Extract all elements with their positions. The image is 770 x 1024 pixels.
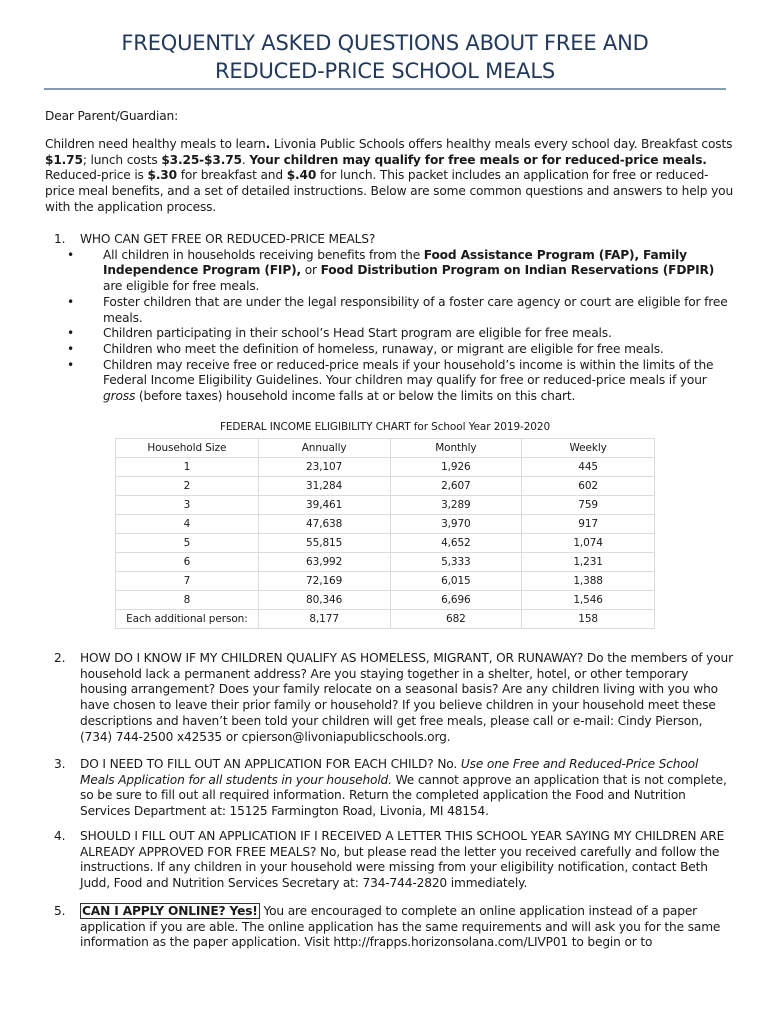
list-text: Foster children that are under the legal responsibility of a foster care agency or court are eligible for free meals. bbox=[103, 294, 728, 325]
table-cell: 6,696 bbox=[390, 591, 522, 610]
page-title bbox=[40, 29, 730, 85]
bullet-icon: • bbox=[67, 294, 75, 309]
table-cell: 4 bbox=[116, 515, 259, 534]
faq-text: We cannot approve an application that is not complete, so be sure to fill out all required information. Return the completed application the Food and Nutrition Services Department at: 15125 Farmington Road, Livonia, MI 48154. bbox=[80, 772, 727, 819]
intro-text: for breakfast and bbox=[176, 168, 287, 183]
list-item bbox=[45, 326, 735, 342]
table-cell: 1,546 bbox=[522, 591, 655, 610]
bullet-icon: • bbox=[67, 326, 75, 341]
table-cell: 8,177 bbox=[258, 610, 390, 629]
apply-online-heading: CAN I APPLY ONLINE? Yes! bbox=[82, 904, 258, 918]
intro-text: . bbox=[241, 152, 250, 167]
title-line-2: REDUCED-PRICE SCHOOL MEALS bbox=[215, 59, 555, 83]
lunch-price: $3.25-$3.75 bbox=[161, 152, 242, 167]
faq-text: DO I NEED TO FILL OUT AN APPLICATION FOR EACH CHILD? No. bbox=[80, 757, 461, 771]
table-row bbox=[116, 591, 655, 610]
list-text: or bbox=[301, 263, 321, 278]
program-names: Food Distribution Program on Indian Reservations (FDPIR) bbox=[320, 263, 715, 278]
list-text: are eligible for free meals. bbox=[103, 279, 260, 294]
breakfast-price: $1.75 bbox=[45, 152, 83, 167]
table-cell: 47,638 bbox=[258, 515, 390, 534]
faq-item-2 bbox=[45, 651, 735, 745]
table-cell: 3 bbox=[116, 496, 259, 515]
table-row bbox=[116, 515, 655, 534]
intro-paragraph bbox=[45, 137, 735, 216]
faq-answer: SHOULD I FILL OUT AN APPLICATION IF I RECEIVED A LETTER THIS SCHOOL YEAR SAYING MY CHILDREN ARE ALREADY APPROVED FOR FREE MEALS? No, but please read the letter you received carefully and follow the instructions. If any children in your household were missing from your eligibility notification, contact Beth Judd, Food and Nutrition Services Secretary at: 734-744-2820 immediately. bbox=[80, 829, 725, 891]
table-cell: 5,333 bbox=[390, 553, 522, 572]
table-cell: 3,970 bbox=[390, 515, 522, 534]
table-cell: 80,346 bbox=[258, 591, 390, 610]
table-row bbox=[116, 572, 655, 591]
table-row bbox=[116, 610, 655, 629]
table-cell: 602 bbox=[522, 477, 655, 496]
greeting: Dear Parent/Guardian: bbox=[45, 109, 179, 123]
faq-question: WHO CAN GET FREE OR REDUCED-PRICE MEALS? bbox=[80, 232, 376, 246]
table-cell: 1,388 bbox=[522, 572, 655, 591]
table-cell: 55,815 bbox=[258, 534, 390, 553]
table-cell: Each additional person: bbox=[116, 610, 259, 629]
intro-text: Livonia Public Schools offers healthy meals every school day. Breakfast costs bbox=[270, 137, 733, 151]
eligibility-chart-title: FEDERAL INCOME ELIGIBILITY CHART for School Year 2019-2020 bbox=[219, 421, 551, 433]
table-cell: 158 bbox=[522, 610, 655, 629]
faq-emphasis: Use one Free and Reduced-Price School Meals Application for all students in your household. bbox=[80, 757, 699, 787]
intro-text: . bbox=[265, 137, 271, 151]
list-text: Children participating in their school’s Head Start program are eligible for free meals. bbox=[103, 326, 612, 341]
list-text: Children may receive free or reduced-price meals if your household’s income is within the limits of the Federal Income Eligibility Guidelines. Your children may qualify for free or reduced-price meals if your bbox=[103, 357, 714, 388]
table-cell: 682 bbox=[390, 610, 522, 629]
list-item bbox=[45, 342, 735, 358]
table-row bbox=[116, 534, 655, 553]
table-cell: 2 bbox=[116, 477, 259, 496]
column-header-annually: Annually bbox=[258, 439, 390, 458]
table-cell: 23,107 bbox=[258, 458, 390, 477]
table-cell: 1,231 bbox=[522, 553, 655, 572]
bullet-icon: • bbox=[67, 341, 75, 356]
table-header-row bbox=[116, 439, 655, 458]
faq-item-4 bbox=[45, 829, 735, 892]
emphasis-gross: gross bbox=[103, 389, 136, 404]
faq-item-1 bbox=[45, 232, 735, 405]
table-row bbox=[116, 553, 655, 572]
list-item bbox=[45, 248, 735, 295]
bullet-icon: • bbox=[67, 357, 75, 372]
table-cell: 2,607 bbox=[390, 477, 522, 496]
intro-text: Children need healthy meals to learn bbox=[45, 137, 266, 151]
qualify-statement: Your children may qualify for free meals or for reduced-price meals. bbox=[249, 152, 707, 167]
table-cell: 1,926 bbox=[390, 458, 522, 477]
table-cell: 1 bbox=[116, 458, 259, 477]
faq-number: 4. bbox=[54, 829, 66, 843]
eligibility-list bbox=[45, 248, 735, 405]
table-cell: 7 bbox=[116, 572, 259, 591]
faq-number: 5. bbox=[54, 904, 66, 918]
table-cell: 759 bbox=[522, 496, 655, 515]
list-text: (before taxes) household income falls at or below the limits on this chart. bbox=[135, 389, 576, 404]
table-cell: 3,289 bbox=[390, 496, 522, 515]
faq-item-3 bbox=[45, 757, 735, 820]
faq-text: You are encouraged to complete an online application instead of a paper application if you are able. The online application has the same requirements and will ask you for the same information as the paper application. Visit http://frapps.horizonsolana.com/LIVP01 to begin or to bbox=[80, 904, 721, 950]
table-cell: 445 bbox=[522, 458, 655, 477]
list-text: Children who meet the definition of homeless, runaway, or migrant are eligible for free meals. bbox=[103, 341, 664, 356]
table-row bbox=[116, 458, 655, 477]
program-names: Food Assistance Program (FAP), Family Independence Program (FIP), bbox=[103, 247, 687, 278]
intro-text: ; lunch costs bbox=[82, 152, 162, 167]
list-item bbox=[45, 358, 735, 405]
table-cell: 63,992 bbox=[258, 553, 390, 572]
reduced-breakfast-price: $.30 bbox=[147, 168, 177, 183]
title-divider bbox=[44, 88, 726, 90]
column-header-weekly: Weekly bbox=[522, 439, 655, 458]
table-row bbox=[116, 477, 655, 496]
reduced-lunch-price: $.40 bbox=[286, 168, 317, 183]
faq-number: 2. bbox=[54, 651, 66, 665]
table-cell: 8 bbox=[116, 591, 259, 610]
title-line-1: FREQUENTLY ASKED QUESTIONS ABOUT FREE AND bbox=[121, 31, 649, 55]
faq-answer: HOW DO I KNOW IF MY CHILDREN QUALIFY AS HOMELESS, MIGRANT, OR RUNAWAY? Do the members of your household lack a permanent address? Are you staying together in a shelter, hotel, or other temporary housing arrangement? Does your family relocate on a seasonal basis? Are any children living with you who have chosen to leave their prior family or household? If you believe children in your household meet these descriptions and haven’t been told your children will get free meals, please call or e-mail: Cindy Pierson, (734) 744-2500 x42535 or cpierson@livoniapublicschools.org. bbox=[80, 651, 733, 744]
table-cell: 39,461 bbox=[258, 496, 390, 515]
intro-text: Reduced-price is bbox=[45, 168, 148, 183]
faq-number: 3. bbox=[54, 757, 66, 771]
table-cell: 72,169 bbox=[258, 572, 390, 591]
table-cell: 31,284 bbox=[258, 477, 390, 496]
list-item bbox=[45, 295, 735, 326]
bullet-icon: • bbox=[67, 247, 75, 262]
table-cell: 917 bbox=[522, 515, 655, 534]
table-cell: 6 bbox=[116, 553, 259, 572]
faq-answer bbox=[80, 757, 735, 820]
table-row bbox=[116, 496, 655, 515]
faq-answer bbox=[80, 904, 735, 951]
table-cell: 1,074 bbox=[522, 534, 655, 553]
table-cell: 4,652 bbox=[390, 534, 522, 553]
faq-number: 1. bbox=[54, 232, 66, 246]
column-header-household-size: Household Size bbox=[116, 439, 259, 458]
table-cell: 6,015 bbox=[390, 572, 522, 591]
intro-text: for lunch. This packet includes an application for free or reduced-price meal benefits, and a set of detailed instructions. Below are some common questions and answers to help you with the application process. bbox=[45, 168, 734, 214]
table-cell: 5 bbox=[116, 534, 259, 553]
column-header-monthly: Monthly bbox=[390, 439, 522, 458]
income-eligibility-table bbox=[115, 438, 655, 629]
faq-item-5 bbox=[45, 904, 735, 951]
list-text: All children in households receiving benefits from the bbox=[103, 247, 424, 262]
